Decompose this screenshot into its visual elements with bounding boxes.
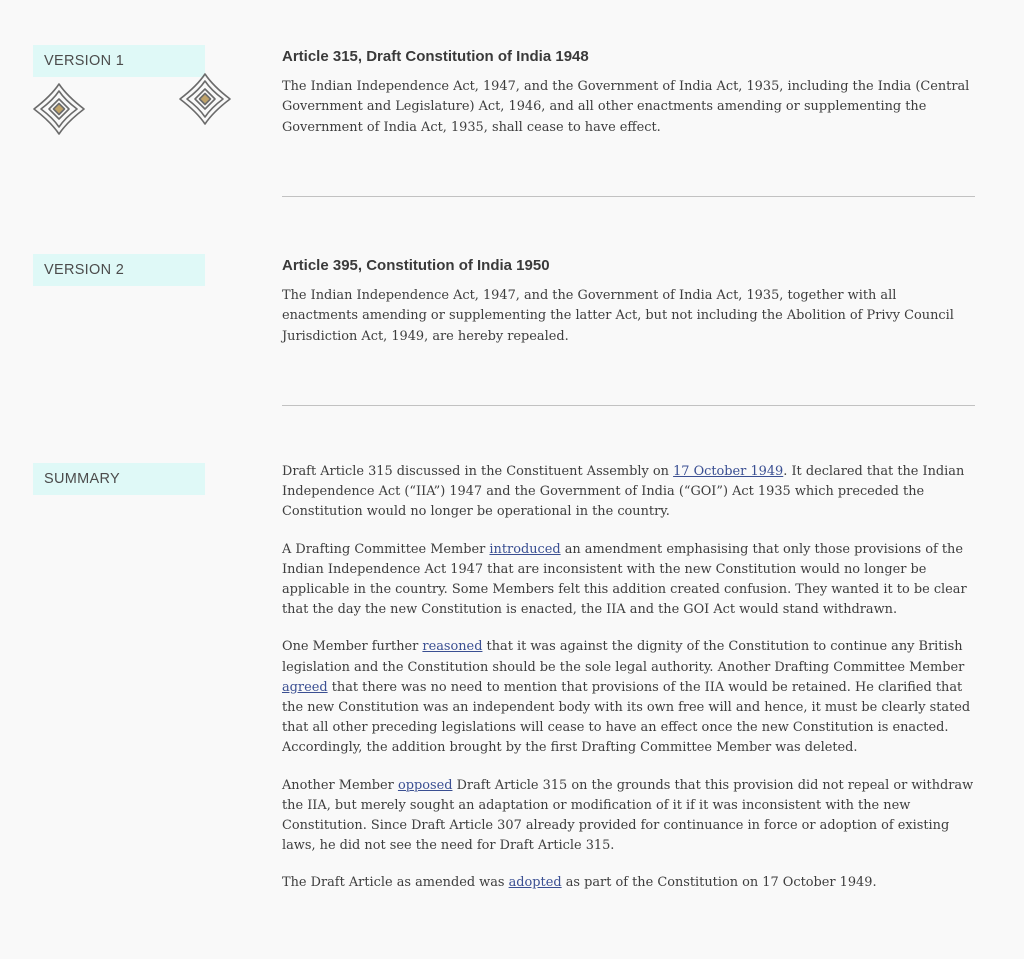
version-1-text: The Indian Independence Act, 1947, and the Government of India Act, 1935, including the India (Central Government and Legislature) Act, 1946, and all other enactments amending or supplementing the Government of India Act, 1935, shall cease to have effect.	[282, 79, 970, 135]
version-2-badge: VERSION 2	[33, 254, 205, 286]
summary-text: Draft Article 315 on the grounds that this provision did not repeal or withdraw the IIA, but merely sought an adaptation or modification of it if it was inconsistent with the new Constitution. Since Draft Article 307 already provided for continuance in force or adoption of existing laws, he did not see the need for Draft Article 315.	[282, 777, 974, 854]
opposed-link[interactable]: opposed	[397, 777, 453, 793]
summary-paragraph-3	[282, 637, 976, 758]
version-2-text: The Indian Independence Act, 1947, and the Government of India Act, 1935, together with all enactments amending or supplementing the latter Act, but not including the Abolition of Privy Council Jurisdiction Act, 1949, are hereby repealed.	[282, 288, 954, 344]
summary-body	[282, 462, 976, 911]
version-2-title: Article 395, Constitution of India 1950	[282, 257, 550, 274]
summary-text: The Draft Article as amended was	[282, 875, 509, 891]
version-1-badge: VERSION 1	[33, 45, 205, 77]
version-1-title: Article 315, Draft Constitution of India 1948	[282, 48, 589, 65]
summary-text: as part of the Constitution on 17 October 1949.	[561, 875, 877, 891]
lotus-emblem-icon	[32, 82, 86, 136]
summary-paragraph-4	[282, 776, 976, 857]
lotus-emblem-icon	[178, 72, 232, 126]
summary-text: A Drafting Committee Member	[282, 541, 490, 557]
section-divider	[282, 405, 975, 406]
summary-paragraph-5	[282, 873, 976, 893]
summary-text: that there was no need to mention that provisions of the IIA would be retained. He clarified that the new Constitution was an independent body with its own free will and hence, it must be clearly stated that all other preceding legislations will cease to have an effect once the new Constitution is enacted. Accordingly, the addition brought by the first Drafting Committee Member was deleted.	[282, 679, 971, 756]
adopted-link[interactable]: adopted	[508, 875, 562, 891]
summary-text: that it was against the dignity of the Constitution to continue any British legislation and the Constitution should be the sole legal authority. Another Drafting Committee Member	[282, 639, 965, 675]
section-divider	[282, 196, 975, 197]
summary-paragraph-2	[282, 540, 976, 621]
introduced-link[interactable]: introduced	[489, 541, 561, 557]
summary-text: an amendment emphasising that only those provisions of the Indian Independence Act 1947 that are inconsistent with the new Constitution would no longer be applicable in the country. Some Members felt this addition created confusion. They wanted it to be clear that the day the new Constitution is enacted, the IIA and the GOI Act would stand withdrawn.	[282, 541, 967, 618]
agreed-link[interactable]: agreed	[282, 679, 328, 695]
summary-paragraph-1	[282, 462, 976, 523]
summary-badge: SUMMARY	[33, 463, 205, 495]
summary-text: . It declared that the Indian Independence Act (“IIA”) 1947 and the Government of India (“GOI”) Act 1935 which preceded the Constitution would no longer be operational in the country.	[282, 464, 965, 520]
summary-text: Another Member	[282, 777, 398, 793]
summary-text: One Member further	[282, 639, 423, 655]
date-link[interactable]: 17 October 1949	[673, 464, 784, 479]
reasoned-link[interactable]: reasoned	[422, 639, 483, 655]
summary-text: Draft Article 315 discussed in the Constituent Assembly on	[282, 464, 674, 479]
